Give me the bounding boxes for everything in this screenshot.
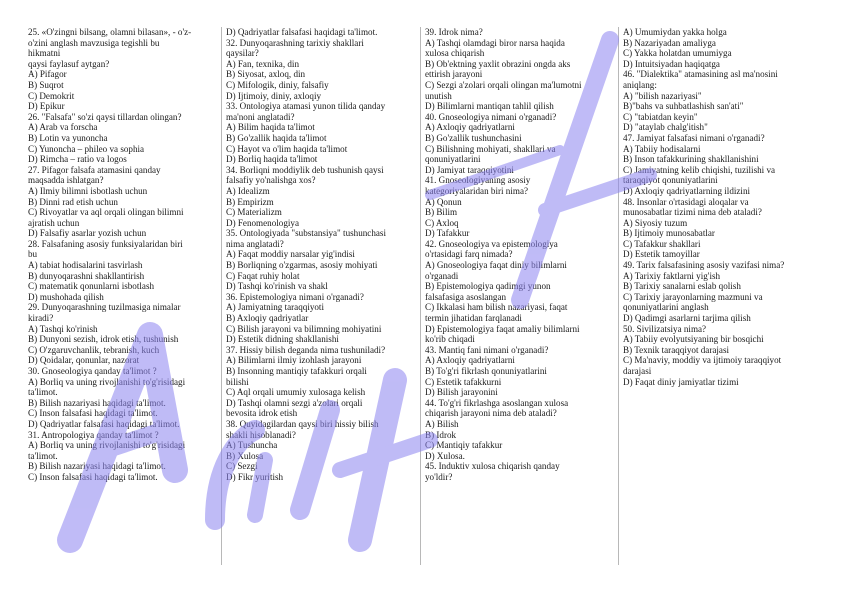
text-line: C) Demokrit bbox=[28, 90, 75, 101]
text-line: D) Intuitsiyadan haqiqatga bbox=[623, 58, 720, 69]
text-line: 30. Gnoseologiya qanday ta'limot ? bbox=[28, 366, 157, 376]
text-line: B) Epistemologiya qadimgi yunon bbox=[425, 281, 551, 292]
text-line: darajasi bbox=[623, 366, 652, 376]
text-line: A) Pifagor bbox=[28, 69, 67, 80]
column-divider bbox=[221, 27, 222, 565]
text-line: C) Rivoyatlar va aql orqali olingan bilimni bbox=[28, 207, 184, 218]
text-line: qaysilar? bbox=[226, 48, 259, 59]
text-line: A) Tushuncha bbox=[226, 440, 278, 451]
text-line: ta'limot. bbox=[28, 387, 58, 398]
text-line: C) Tafakkur shakllari bbox=[623, 238, 701, 249]
text-line: 29. Dunyoqarashning tuzilmasiga nimalar bbox=[28, 302, 181, 313]
text-line: D) Tashqi ko'rinish va shakl bbox=[226, 281, 328, 292]
text-line: D) Epikur bbox=[28, 101, 65, 112]
text-line: D) Faqat diniy jamiyatlar tizimi bbox=[623, 376, 739, 387]
text-line: 45. Induktiv xulosa chiqarish qanday bbox=[425, 461, 560, 472]
text-line: B) Dunyoni sezish, idrok etish, tushunish bbox=[28, 334, 179, 345]
text-line: C) Tarixiy jarayonlarning mazmuni va bbox=[623, 291, 763, 302]
text-line: munosabatlar tizimi nima deb ataladi? bbox=[623, 207, 762, 218]
text-line: D) Fikr yuritish bbox=[226, 471, 284, 482]
text-line: D) Estetik didning shakllanishi bbox=[226, 334, 339, 345]
text-line: B) dunyoqarashni shakllantirish bbox=[28, 270, 145, 281]
text-line: 46. "Dialektika" atamasining asl ma'nosini bbox=[623, 69, 778, 80]
text-line: B) Suqrot bbox=[28, 79, 64, 90]
text-line: taraqqiyot qonuniyatlarini bbox=[623, 175, 718, 186]
text-line: bilishi bbox=[226, 376, 249, 387]
text-line: D) Jamiyat taraqqiyotini bbox=[425, 164, 514, 175]
text-line: chiqarish jarayoni nima deb ataladi? bbox=[425, 408, 557, 419]
text-line: A) Gnoseologiya faqat diniy bilimlarni bbox=[425, 260, 567, 271]
text-line: B) Go'zallik tushunchasini bbox=[425, 132, 522, 143]
text-line: A) Borliq va uning rivojlanishi to'g'risidagi bbox=[28, 440, 186, 451]
text-line: kategoriyalaridan biri nima? bbox=[425, 185, 529, 196]
text-line: 50. Sivilizatsiya nima? bbox=[623, 323, 707, 334]
text-line: 40. Gnoseologiya nimani o'rganadi? bbox=[425, 111, 557, 122]
text-line: D) Tashqi olamni sezgi a'zolari orqali bbox=[226, 397, 363, 408]
text-line: C) Jamiyatning kelib chiqishi, tuzilishi va bbox=[623, 164, 776, 175]
text-line: B) To'g'ri fikrlash qonuniyatlarini bbox=[425, 366, 547, 376]
text-line: ettirish jarayoni bbox=[425, 69, 483, 80]
text-line: B) Bilish nazariyasi haqidagi ta'limot. bbox=[28, 461, 166, 472]
text-line: C) Materializm bbox=[226, 207, 282, 218]
text-line: o'zini anglash mavzusiga tegishli bu bbox=[28, 37, 160, 48]
text-line: A) "bilish nazariyasi" bbox=[623, 90, 702, 101]
text-line: 39. Idrok nima? bbox=[425, 27, 483, 37]
text-line: C) Sezgi bbox=[226, 461, 258, 472]
text-line: yo'ldir? bbox=[425, 471, 453, 482]
text-line: C) Mantiqiy tafakkur bbox=[425, 440, 503, 451]
text-line: B) Bilim bbox=[425, 207, 458, 218]
text-line: C) O'zgaruvchanlik, tebranish, kuch bbox=[28, 344, 160, 355]
text-line: C) Aql orqali umumiy xulosaga kelish bbox=[226, 387, 366, 398]
text-line: D) Borliq haqida ta'limot bbox=[226, 154, 318, 165]
text-line: 47. Jamiyat falsafasi nimani o'rganadi? bbox=[623, 132, 765, 143]
text-line: B) Texnik taraqqiyot darajasi bbox=[623, 344, 730, 355]
text-line: D) Epistemologiya faqat amaliy bilimlarni bbox=[425, 323, 580, 334]
text-line: A) Bilish bbox=[425, 418, 459, 429]
text-line: 42. Gnoseologiya va epistemologiya bbox=[425, 238, 558, 249]
text-line: A) Fan, texnika, din bbox=[226, 58, 299, 69]
text-line: A) Borliq va uning rivojlanishi to'g'risidagi bbox=[28, 376, 186, 387]
text-line: bevosita idrok etish bbox=[226, 408, 298, 419]
text-line: A) Siyosiy tuzum bbox=[623, 217, 688, 228]
text-line: D) Bilish jarayonini bbox=[425, 387, 498, 398]
text-line: B) Ijtimoiy munosabatlar bbox=[623, 228, 715, 239]
text-line: C) matematik qonunlarni isbotlash bbox=[28, 281, 155, 292]
column-3 bbox=[425, 27, 615, 567]
text-line: C) Hayot va o'lim haqida ta'limot bbox=[226, 143, 348, 154]
text-line: C) Faqat ruhiy holat bbox=[226, 270, 300, 281]
text-line: D) Tafakkur bbox=[425, 228, 470, 239]
text-line: C) Mifologik, diniy, falsafiy bbox=[226, 79, 329, 90]
text-line: D) Estetik tamoyillar bbox=[623, 249, 700, 260]
text-line: C) Ikkalasi ham bilish nazariyasi, faqat bbox=[425, 302, 568, 313]
text-line: B) Siyosat, axloq, din bbox=[226, 69, 306, 80]
text-line: 32. Dunyoqarashning tarixiy shakllari bbox=[226, 37, 364, 48]
text-line: termin jihatidan farqlanadi bbox=[425, 313, 522, 324]
text-line: A) Ilmiy bilimni isbotlash uchun bbox=[28, 185, 148, 196]
text-line: qonuniyatlarini anglash bbox=[623, 302, 709, 313]
text-line: B) Go'zallik haqida ta'limot bbox=[226, 132, 327, 143]
text-line: 34. Borliqni moddiylik deb tushunish qaysi bbox=[226, 164, 384, 175]
text-line: C) Yakka holatdan umumiyga bbox=[623, 48, 732, 59]
text-line: 36. Epistemologiya nimani o'rganadi? bbox=[226, 291, 364, 302]
text-line: A) Arab va forscha bbox=[28, 122, 98, 133]
text-line: ma'noni anglatadi? bbox=[226, 111, 295, 122]
text-line: o'rganadi bbox=[425, 270, 459, 281]
text-line: D) Fenomenologiya bbox=[226, 217, 299, 228]
text-line: A) tabiat hodisalarini tasvirlash bbox=[28, 260, 143, 271]
text-line: xulosa chiqarish bbox=[425, 48, 485, 59]
text-line: 27. Pifagor falsafa atamasini qanday bbox=[28, 164, 161, 175]
text-line: B) Ob'ektning yaxlit obrazini ongda aks bbox=[425, 58, 571, 69]
text-line: ta'limot. bbox=[28, 450, 58, 461]
text-line: A) Tashqi olamdagi biror narsa haqida bbox=[425, 37, 565, 48]
text-line: B) Inson tafakkurining shakllanishini bbox=[623, 154, 759, 165]
text-line: C) Inson falsafasi haqidagi ta'limot. bbox=[28, 471, 158, 482]
text-line: C) Axloq bbox=[425, 217, 459, 228]
text-line: A) Tabiiy hodisalarni bbox=[623, 143, 701, 154]
text-line: 48. Insonlar o'rtasidagi aloqalar va bbox=[623, 196, 749, 207]
text-line: A) Umumiydan yakka holga bbox=[623, 27, 727, 37]
column-divider bbox=[420, 27, 421, 565]
text-line: B) Empirizm bbox=[226, 196, 274, 207]
text-line: 43. Mantiq fani nimani o'rganadi? bbox=[425, 344, 549, 355]
text-line: A) Bilimlarni ilmiy izohlash jarayoni bbox=[226, 355, 362, 366]
text-line: qonuniyatlarini bbox=[425, 154, 481, 165]
text-line: A) Faqat moddiy narsalar yig'indisi bbox=[226, 249, 355, 260]
column-1 bbox=[28, 27, 218, 567]
text-line: aniqlang: bbox=[623, 79, 657, 90]
text-line: 33. Ontologiya atamasi yunon tilida qanday bbox=[226, 101, 386, 112]
text-line: A) Tashqi ko'rinish bbox=[28, 323, 98, 334]
text-line: D) Bilimlarni mantiqan tahlil qilish bbox=[425, 101, 554, 112]
text-line: B) Nazariyadan amaliyga bbox=[623, 37, 716, 48]
text-line: C) "tabiatdan keyin" bbox=[623, 111, 698, 122]
text-line: D) Falsafiy asarlar yozish uchun bbox=[28, 228, 147, 239]
text-line: nima anglatadi? bbox=[226, 238, 284, 249]
text-line: hikmatni bbox=[28, 48, 61, 59]
text-line: kiradi? bbox=[28, 313, 54, 324]
text-line: B) Insonning mantiqiy tafakkuri orqali bbox=[226, 366, 367, 376]
text-line: B) Borliqning o'zgarmas, asosiy mohiyati bbox=[226, 260, 378, 271]
text-line: D) Xulosa. bbox=[425, 450, 465, 461]
text-line: C) Yunoncha – phileo va sophia bbox=[28, 143, 145, 154]
text-line: 37. Hissiy bilish deganda nima tushuniladi? bbox=[226, 344, 386, 355]
text-line: A) Tabiiy evolyutsiyaning bir bosqichi bbox=[623, 334, 764, 345]
text-line: C) Ma'naviy, moddiy va ijtimoiy taraqqiyot bbox=[623, 355, 782, 366]
column-divider bbox=[618, 27, 619, 565]
text-line: A) Axloqiy qadriyatlarni bbox=[425, 355, 515, 366]
text-line: o'rtasidagi farq nimada? bbox=[425, 249, 513, 260]
text-line: C) Bilish jarayoni va bilimning mohiyatini bbox=[226, 323, 382, 334]
text-line: 28. Falsafaning asosiy funksiyalaridan biri bbox=[28, 238, 183, 249]
text-line: bu bbox=[28, 249, 38, 260]
text-line: A) Jamiyatning taraqqiyoti bbox=[226, 302, 324, 313]
text-line: 44. To'g'ri fikrlashga asoslangan xulosa bbox=[425, 397, 569, 408]
text-line: 25. «O'zingni bilsang, olamni bilasan», - o'z- bbox=[28, 27, 192, 37]
text-line: 38. Quyidagilardan qaysi biri hissiy bilish bbox=[226, 418, 379, 429]
text-line: B) Idrok bbox=[425, 429, 457, 440]
text-line: falsafiy yo'nalishga xos? bbox=[226, 175, 316, 186]
text-line: ko'rib chiqadi bbox=[425, 334, 475, 345]
text-line: 31. Antropologiya qanday ta'limot ? bbox=[28, 429, 159, 440]
text-line: D) Qadimgi asarlarni tarjima qilish bbox=[623, 313, 751, 324]
text-line: falsafasiga asoslangan bbox=[425, 291, 507, 302]
text-line: A) Bilim haqida ta'limot bbox=[226, 122, 315, 133]
text-line: D) Rimcha – ratio va logos bbox=[28, 154, 127, 165]
text-line: C) Estetik tafakkurni bbox=[425, 376, 502, 387]
text-line: 41. Gnoseologiyaning asosiy bbox=[425, 175, 531, 186]
text-line: maqsadda ishlatgan? bbox=[28, 175, 104, 186]
text-line: D) Qadriyatlar falsafasi haqidagi ta'limot. bbox=[28, 418, 180, 429]
text-line: D) "ataylab chalg'itish" bbox=[623, 122, 708, 133]
text-line: 49. Tarix falsafasining asosiy vazifasi nima? bbox=[623, 260, 785, 271]
text-line: D) mushohada qilish bbox=[28, 291, 104, 302]
text-line: shakli hisoblanadi? bbox=[226, 429, 296, 440]
text-line: C) Inson falsafasi haqidagi ta'limot. bbox=[28, 408, 158, 419]
text-line: D) Qoidalar, qonunlar, nazorat bbox=[28, 355, 140, 366]
text-line: B) Xulosa bbox=[226, 450, 264, 461]
text-line: C) Sezgi a'zolari orqali olingan ma'lumotni bbox=[425, 79, 582, 90]
text-line: B)"bahs va suhbatlashish san'ati" bbox=[623, 101, 744, 112]
text-line: D) Qadriyatlar falsafasi haqidagi ta'limot. bbox=[226, 27, 378, 37]
column-4 bbox=[623, 27, 823, 567]
text-line: A) Idealizm bbox=[226, 185, 270, 196]
text-line: D) Axloqiy qadriyatlarning ildizini bbox=[623, 185, 751, 196]
text-line: C) Bilishning mohiyati, shakllari va bbox=[425, 143, 556, 154]
text-line: 35. Ontologiyada "substansiya" tushunchasi bbox=[226, 228, 386, 239]
text-line: A) Tarixiy faktlarni yig'ish bbox=[623, 270, 721, 281]
text-line: D) Ijtimoiy, diniy, axloqiy bbox=[226, 90, 322, 101]
text-line: 26. "Falsafa" so'zi qaysi tillardan olingan? bbox=[28, 111, 182, 122]
column-2 bbox=[226, 27, 416, 567]
text-line: B) Bilish nazariyasi haqidagi ta'limot. bbox=[28, 397, 166, 408]
text-line: B) Lotin va yunoncha bbox=[28, 132, 108, 143]
text-line: B) Axloqiy qadriyatlar bbox=[226, 313, 309, 324]
text-line: unutish bbox=[425, 90, 452, 101]
text-line: A) Qonun bbox=[425, 196, 462, 207]
text-line: qaysi faylasuf aytgan? bbox=[28, 58, 110, 69]
text-line: B) Tarixiy sanalarni eslab qolish bbox=[623, 281, 741, 292]
text-line: B) Dinni rad etish uchun bbox=[28, 196, 118, 207]
text-line: A) Axloqiy qadriyatlarni bbox=[425, 122, 515, 133]
text-line: ajratish uchun bbox=[28, 217, 80, 228]
